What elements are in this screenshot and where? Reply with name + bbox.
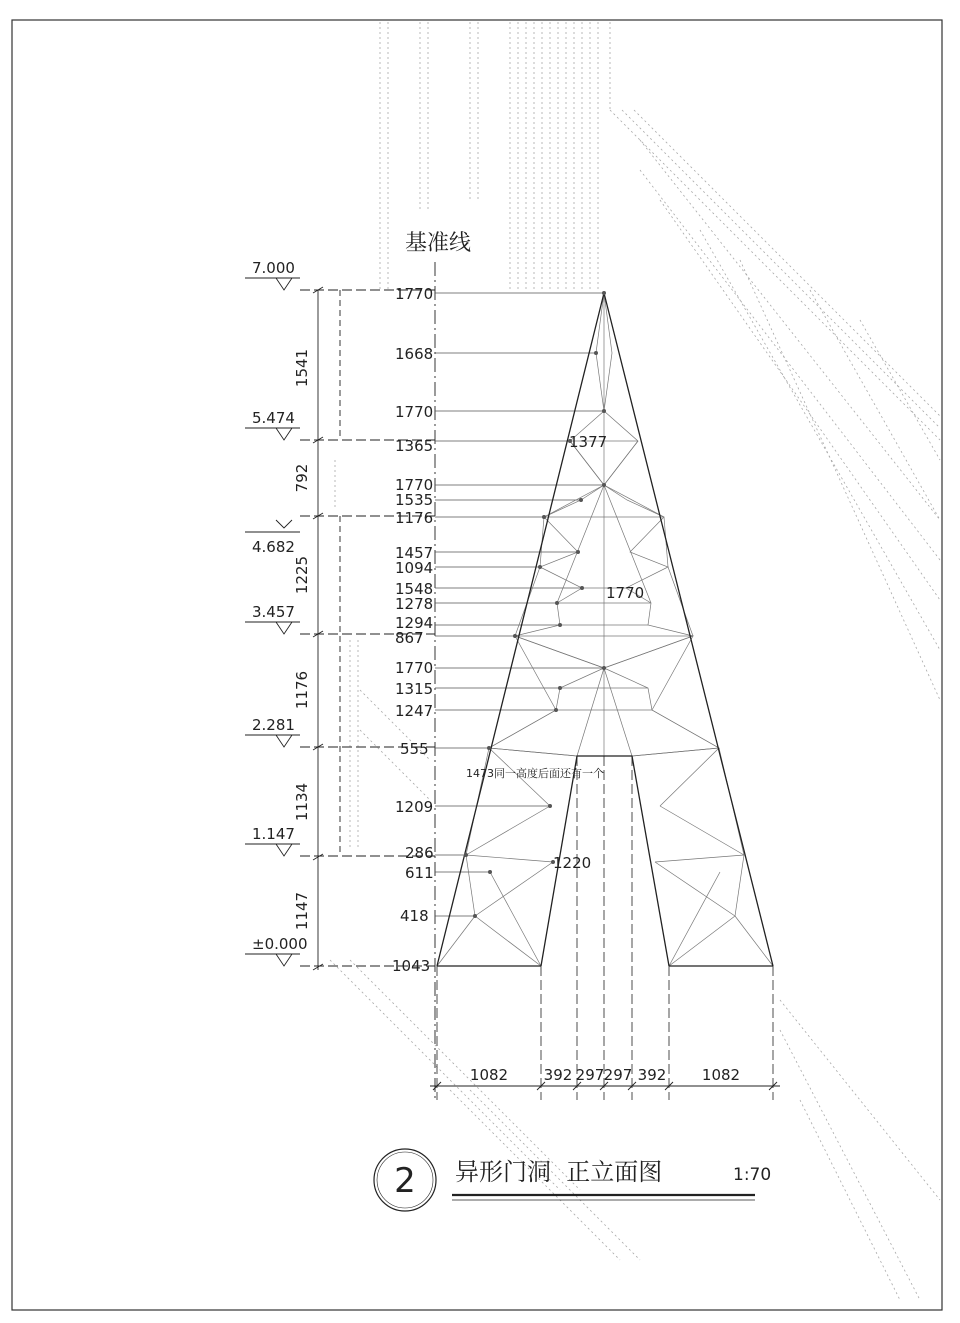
vdim-1541: 1541 <box>293 348 311 388</box>
inner-label-1770: 1770 <box>606 584 645 602</box>
height-label: 1457 <box>395 544 434 562</box>
height-label: 1315 <box>395 680 434 698</box>
inner-label-1377: 1377 <box>569 433 608 451</box>
height-label: 1668 <box>395 345 434 363</box>
sheet-border <box>12 20 942 1310</box>
mesh-nodes <box>464 291 606 918</box>
datum-label: 基准线 <box>405 231 472 256</box>
height-label: 1278 <box>395 595 434 613</box>
vdim-1225: 1225 <box>293 555 311 595</box>
level-2-281: 2.281 <box>252 716 295 734</box>
inner-label-1220: 1220 <box>553 854 592 872</box>
level-1-147: 1.147 <box>252 825 295 843</box>
height-label: 1294 <box>395 614 434 632</box>
height-label: 1535 <box>395 491 434 509</box>
height-label: 1176 <box>395 509 434 527</box>
height-label: 1094 <box>395 559 434 577</box>
height-label: 1770 <box>395 476 434 494</box>
hdim-label: 297 <box>575 1066 605 1084</box>
hdim-label: 392 <box>543 1066 573 1084</box>
height-label: 1548 <box>395 580 434 598</box>
vdim-1134: 1134 <box>293 782 311 822</box>
vdim-792: 792 <box>293 463 311 493</box>
height-label: 1247 <box>395 702 434 720</box>
drawing-title: 异形门洞 正立面图 <box>455 1158 663 1186</box>
height-label: 1770 <box>395 285 434 303</box>
height-label: 1209 <box>395 798 434 816</box>
arch-outline <box>437 293 773 966</box>
height-labels <box>392 285 434 975</box>
height-label: 1043 <box>392 957 431 975</box>
detail-number: 2 <box>394 1161 416 1201</box>
level-5-474: 5.474 <box>252 409 295 427</box>
hdim-label: 1082 <box>469 1066 509 1084</box>
level-4-682: 4.682 <box>252 538 295 556</box>
height-label: 418 <box>400 907 429 925</box>
vdim-1147: 1147 <box>293 891 311 931</box>
height-label: 1365 <box>395 437 434 455</box>
vdim-1176: 1176 <box>293 670 311 710</box>
drawing-scale: 1:70 <box>733 1165 772 1185</box>
bottom-dimension-labels <box>470 1066 740 1084</box>
height-leaders <box>435 293 604 916</box>
title-block <box>374 1149 771 1211</box>
hdim-label: 1082 <box>701 1066 741 1084</box>
level-0-000: ±0.000 <box>252 935 308 953</box>
hdim-label: 297 <box>603 1066 633 1084</box>
annotation-note: 1473同一高度后面还有一个 <box>466 767 604 780</box>
height-label: 286 <box>405 844 434 862</box>
level-3-457: 3.457 <box>252 603 295 621</box>
base-extension-lines <box>437 756 773 1100</box>
height-label: 555 <box>400 740 429 758</box>
arch-mesh <box>437 293 773 966</box>
height-label: 867 <box>395 629 424 647</box>
height-label: 611 <box>405 864 434 882</box>
hdim-label: 392 <box>637 1066 667 1084</box>
height-label: 1770 <box>395 659 434 677</box>
level-7-000: 7.000 <box>252 259 295 277</box>
height-label: 1770 <box>395 403 434 421</box>
vertical-dimension-chain <box>313 287 340 970</box>
